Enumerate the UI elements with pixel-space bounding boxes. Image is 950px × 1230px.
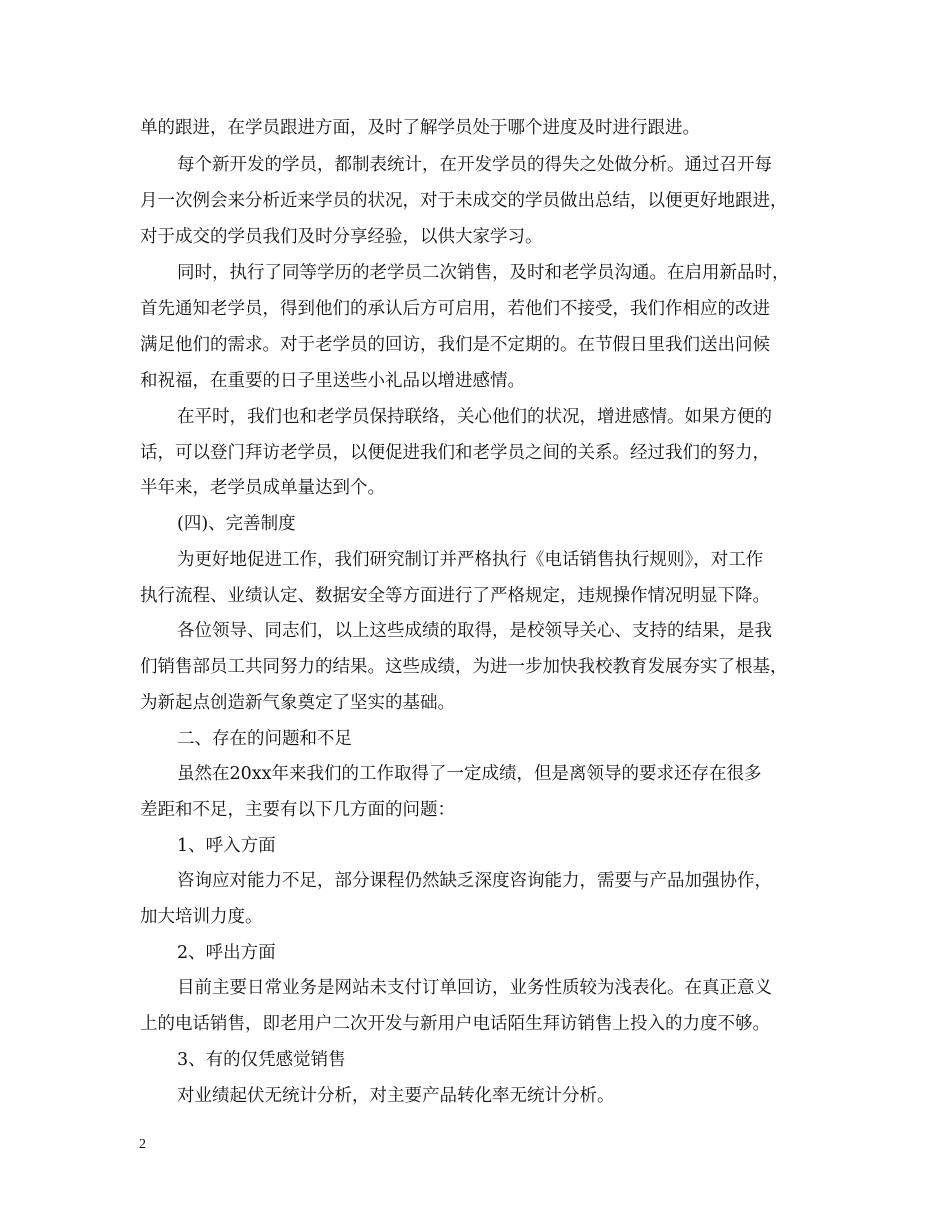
text-line: 上的电话销售，即老用户二次开发与新用户电话陌生拜访销售上投入的力度不够。 [140, 1014, 770, 1034]
text-line: 虽然在20xx年来我们的工作取得了一定成绩，但是离领导的要求还存在很多 [177, 764, 762, 784]
text-line: 首先通知老学员，得到他们的承认后方可启用，若他们不接受，我们作相应的改进 [140, 299, 770, 319]
text-line: 目前主要日常业务是网站未支付订单回访，业务性质较为浅表化。在真正意义 [177, 978, 772, 998]
text-line: 为新起点创造新气象奠定了坚实的基础。 [140, 693, 455, 713]
subsection-heading: 3、有的仅凭感觉销售 [177, 1050, 346, 1070]
text-line: 同时，执行了同等学历的老学员二次销售，及时和老学员沟通。在启用新品时， [177, 263, 790, 283]
text-line: 差距和不足，主要有以下几方面的问题： [140, 800, 455, 820]
subsection-heading: 2、呼出方面 [177, 943, 276, 963]
text-line: 单的跟进，在学员跟进方面，及时了解学员处于哪个进度及时进行跟进。 [140, 118, 700, 138]
text-line: 咨询应对能力不足，部分课程仍然缺乏深度咨询能力，需要与产品加强协作， [177, 871, 772, 891]
text-line: 为更好地促进工作，我们研究制订并严格执行《电话销售执行规则》，对工作 [177, 550, 764, 570]
text-line: 各位领导、同志们，以上这些成绩的取得，是校领导关心、支持的结果，是我 [177, 621, 772, 641]
text-line: 们销售部员工共同努力的结果。这些成绩，为进一步加快我校教育发展夯实了根基， [140, 657, 788, 677]
text-line: 对业绩起伏无统计分析，对主要产品转化率无统计分析。 [177, 1086, 615, 1106]
text-line: 话，可以登门拜访老学员，以便促进我们和老学员之间的关系。经过我们的努力， [140, 443, 770, 463]
text-line: 和祝福，在重要的日子里送些小礼品以增进感情。 [140, 371, 525, 391]
page-number: 2 [139, 1137, 146, 1152]
text-line: 满足他们的需求。对于老学员的回访，我们是不定期的。在节假日里我们送出问候 [140, 335, 770, 355]
text-line: 在平时，我们也和老学员保持联络，关心他们的状况，增进感情。如果方便的 [177, 407, 772, 427]
text-line: 对于成交的学员我们及时分享经验，以供大家学习。 [140, 227, 543, 247]
section-heading: 二、存在的问题和不足 [177, 729, 352, 749]
text-line: 执行流程、业绩认定、数据安全等方面进行了严格规定，违规操作情况明显下降。 [140, 586, 770, 606]
text-line: 半年来，老学员成单量达到个。 [140, 478, 385, 498]
text-line: 加大培训力度。 [140, 907, 263, 927]
subsection-heading: 1、呼入方面 [177, 836, 276, 856]
text-line: 月一次例会来分析近来学员的状况，对于未成交的学员做出总结，以便更好地跟进， [140, 191, 788, 211]
text-line: 每个新开发的学员，都制表统计，在开发学员的得失之处做分析。通过召开每 [177, 155, 772, 175]
section-heading: (四)、完善制度 [177, 514, 296, 534]
